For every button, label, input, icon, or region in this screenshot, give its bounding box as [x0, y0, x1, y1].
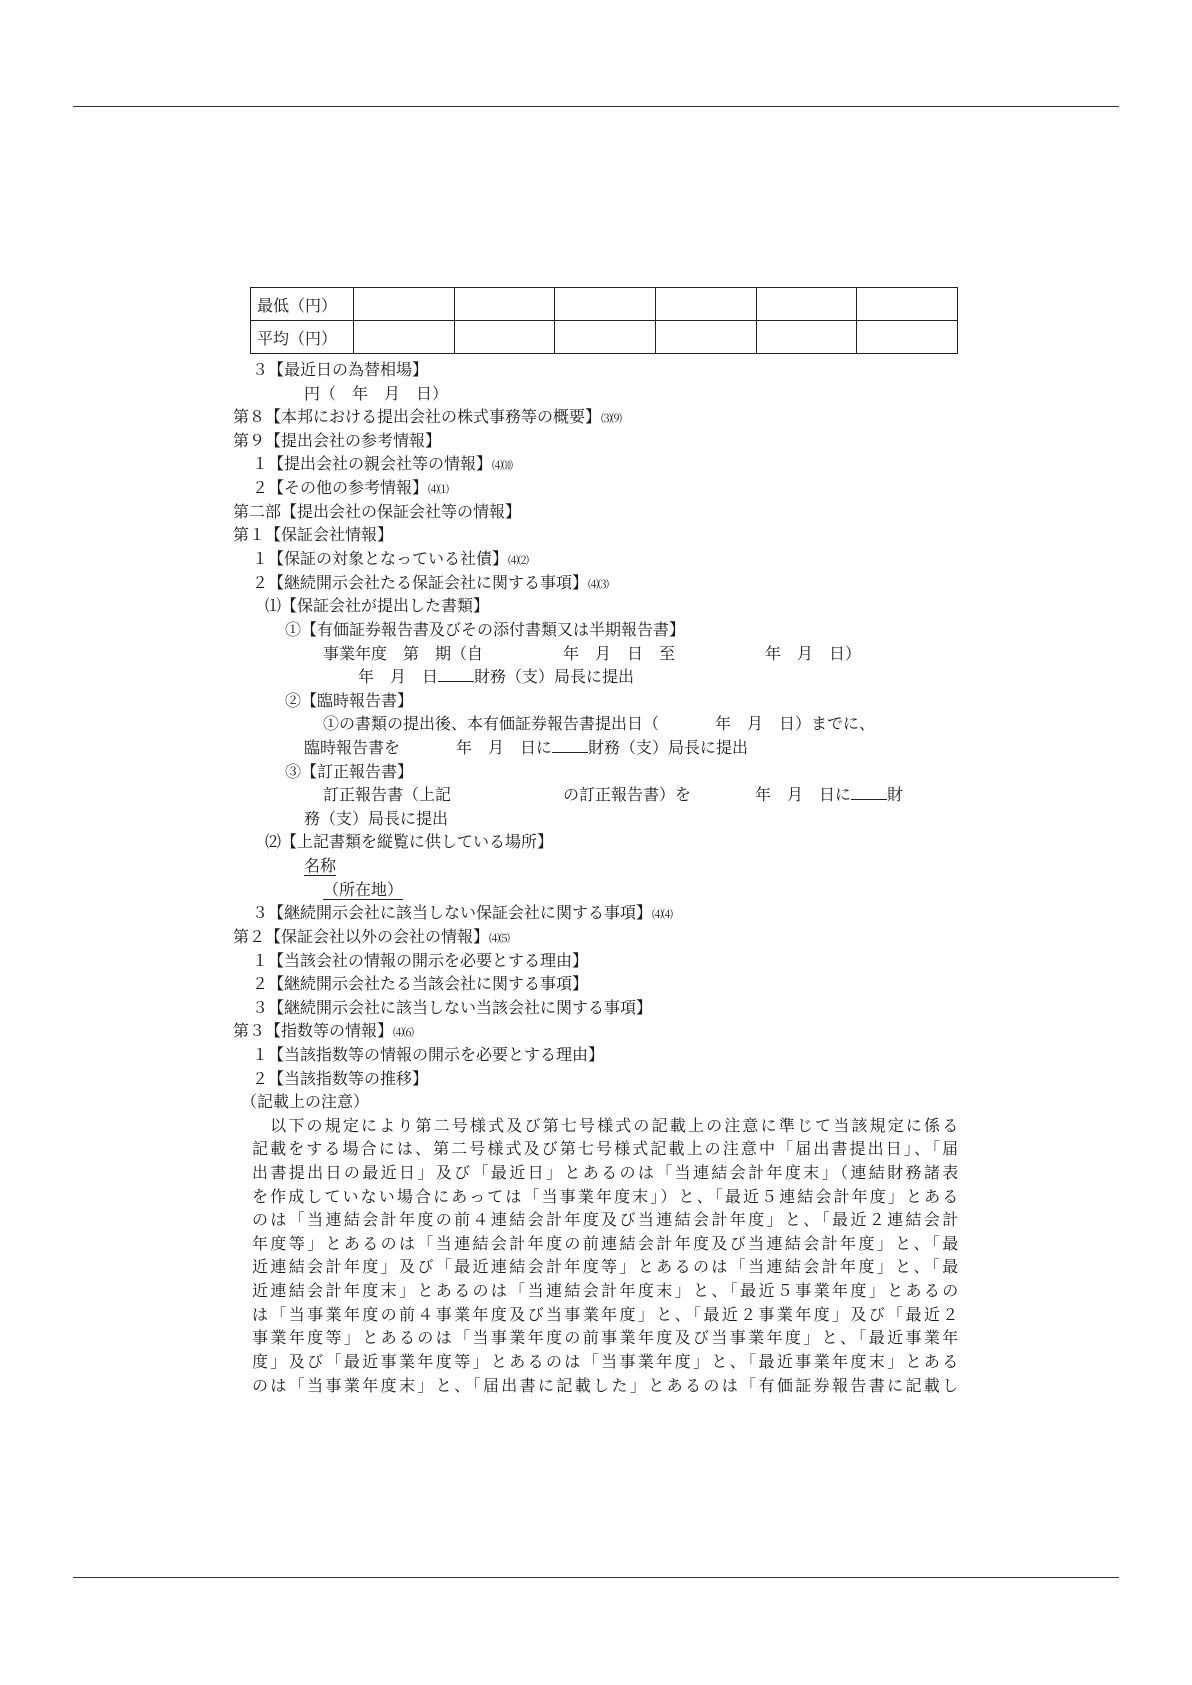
part-2-heading: 第二部【提出会社の保証会社等の情報】 — [233, 502, 522, 521]
reason-for-disclosure-heading: １【当該会社の情報の開示を必要とする理由】 — [252, 951, 589, 970]
text-part: ①の書類の提出後、本有価証券報告書提出日（ — [323, 714, 660, 733]
note-line: 度」及び「最近事業年度等」とあるのは「当事業年度」と、「最近事業年度末」とある — [252, 1352, 958, 1371]
text-part: 事業年度 第 期（自 — [323, 644, 484, 663]
continuous-disclosure-company-heading: ２【継続開示会社たる当該会社に関する事項】 — [252, 974, 589, 993]
note-line: 近連結会計年度末」とあるのは「当連結会計年度末」と、「最近５事業年度」とあるの — [252, 1281, 958, 1300]
section-8-heading — [233, 405, 621, 428]
guaranteed-bonds-heading — [252, 547, 528, 570]
submission-date-line — [358, 665, 634, 688]
table-cell — [354, 321, 455, 354]
non-disclosure-guarantor-heading — [252, 901, 672, 924]
table-cell — [454, 288, 555, 321]
note-ref: ⑷⑽ — [492, 459, 513, 472]
table-row — [251, 288, 958, 321]
note-ref: ⑷⑸ — [489, 932, 510, 945]
text-part: 年 月 日）までに、 — [715, 714, 876, 733]
table-cell — [756, 321, 857, 354]
heading-text: １【保証の対象となっている社債】 — [252, 549, 509, 568]
note-ref: ⑶⑼ — [601, 412, 622, 425]
note-ref: ⑷⑹ — [393, 1026, 414, 1039]
guarantor-documents-heading: ⑴【保証会社が提出した書類】 — [265, 596, 490, 615]
note-line: は「当事業年度の前４事業年度及び当事業年度」と、「最近２事業年度」及び「最近２ — [252, 1305, 958, 1324]
index-trend-heading: ２【当該指数等の推移】 — [252, 1069, 429, 1088]
text-part: （所在地） — [323, 880, 404, 899]
heading-text: 第２【保証会社以外の会社の情報】 — [233, 927, 490, 946]
place-name — [304, 854, 336, 877]
header-rule — [73, 106, 1119, 107]
parent-company-info-heading — [252, 452, 512, 475]
extraordinary-report-heading: ②【臨時報告書】 — [285, 691, 414, 710]
table-cell — [756, 288, 857, 321]
note-ref: ⑷⑴ — [428, 483, 449, 496]
text-part: 年 月 日 — [358, 667, 439, 686]
table-cell — [655, 288, 756, 321]
stock-price-table — [250, 287, 958, 354]
note-line: を作成していない場合にあっては「当事業年度末」）と、「最近５連結会計年度」とある — [252, 1187, 958, 1206]
note-line: 年度等」とあるのは「当連結会計年度の前連結会計年度及び当連結会計年度」と、「最 — [252, 1234, 958, 1253]
exchange-rate-heading: ３【最近日の為替相場】 — [252, 360, 429, 379]
row-label: 平均（円） — [251, 321, 354, 354]
note-line: 記載をする場合には、第二号様式及び第七号様式記載上の注意中「届出書提出日」、「届 — [252, 1139, 958, 1158]
table-cell — [857, 321, 958, 354]
note-line: のは「当事業年度末」と、「届出書に記載した」とあるのは「有価証券報告書に記載し — [252, 1376, 958, 1395]
section-9-heading: 第９【提出会社の参考情報】 — [233, 431, 442, 450]
notes-heading: （記載上の注意） — [241, 1092, 370, 1111]
fiscal-year-line — [323, 642, 861, 665]
row-label: 最低（円） — [251, 288, 354, 321]
heading-text: 第８【本邦における提出会社の株式事務等の概要】 — [233, 407, 602, 426]
extraordinary-report-line-2 — [304, 736, 748, 759]
index-reason-heading: １【当該指数等の情報の開示を必要とする理由】 — [252, 1045, 605, 1064]
text-part: 財務（支）局長に提出 — [588, 738, 749, 757]
text-part: 財 — [887, 785, 904, 804]
note-line: 事業年度等」とあるのは「当事業年度の前事業年度及び当事業年度」と、「最近事業年 — [252, 1328, 958, 1347]
heading-text: 第３【指数等の情報】 — [233, 1021, 394, 1040]
note-line: 以下の規定により第二号様式及び第七号様式の記載上の注意に準じて当該規定に係る — [252, 1116, 958, 1135]
other-reference-heading — [252, 476, 448, 499]
table-cell — [555, 288, 656, 321]
table-cell — [857, 288, 958, 321]
annual-report-heading: ①【有価証券報告書及びその添付書類又は半期報告書】 — [285, 620, 686, 639]
text-part: 年 月 日） — [765, 644, 862, 663]
text-part: 年 月 日 至 — [563, 644, 676, 663]
amendment-report-line-1 — [323, 783, 903, 806]
other-company-info-heading — [233, 925, 509, 948]
text-part: 訂正報告書（上記 — [323, 785, 452, 804]
table-row — [251, 321, 958, 354]
table-cell — [354, 288, 455, 321]
text-part: 名称 — [304, 856, 337, 875]
note-ref: ⑷⑵ — [508, 554, 529, 567]
note-line: 近連結会計年度」及び「最近連結会計年度等」とあるのは「当連結会計年度」と、「最 — [252, 1257, 958, 1276]
place-address — [323, 878, 403, 901]
inspection-place-heading: ⑵【上記書類を縦覧に供している場所】 — [265, 832, 554, 851]
heading-text: ３【継続開示会社に該当しない保証会社に関する事項】 — [252, 903, 653, 922]
table-cell — [555, 321, 656, 354]
note-line: のは「当連結会計年度の前４連結会計年度及び当連結会計年度」と、「最近２連結会計 — [252, 1210, 958, 1229]
blank-underline — [851, 785, 887, 800]
amendment-report-line-2: 務（支）局長に提出 — [304, 809, 449, 828]
note-ref: ⑷⑶ — [588, 578, 609, 591]
heading-text: ２【その他の参考情報】 — [252, 478, 429, 497]
heading-text: ２【継続開示会社たる保証会社に関する事項】 — [252, 573, 589, 592]
text-part: の訂正報告書）を — [563, 785, 692, 804]
amendment-report-heading: ③【訂正報告書】 — [285, 762, 414, 781]
heading-text: １【提出会社の親会社等の情報】 — [252, 454, 493, 473]
guarantor-info-heading: 第１【保証会社情報】 — [233, 525, 394, 544]
note-line: 出書提出日の最近日」及び「最近日」とあるのは「当連結会計年度末」（連結財務諸表 — [252, 1163, 958, 1182]
note-ref: ⑷⑷ — [652, 908, 673, 921]
blank-underline — [552, 738, 588, 753]
table-cell — [454, 321, 555, 354]
exchange-rate-value: 円（ 年 月 日） — [304, 384, 449, 403]
index-info-heading — [233, 1019, 413, 1042]
extraordinary-report-line-1 — [323, 712, 875, 735]
non-disclosure-company-heading: ３【継続開示会社に該当しない当該会社に関する事項】 — [252, 998, 653, 1017]
text-part: 年 月 日に — [456, 738, 553, 757]
text-part: 年 月 日に — [755, 785, 852, 804]
table-cell — [655, 321, 756, 354]
text-part: 財務（支）局長に提出 — [474, 667, 635, 686]
footer-rule — [73, 1577, 1119, 1578]
continuous-disclosure-guarantor-heading — [252, 571, 608, 594]
text-part: 臨時報告書を — [304, 738, 401, 757]
blank-underline — [438, 667, 474, 682]
